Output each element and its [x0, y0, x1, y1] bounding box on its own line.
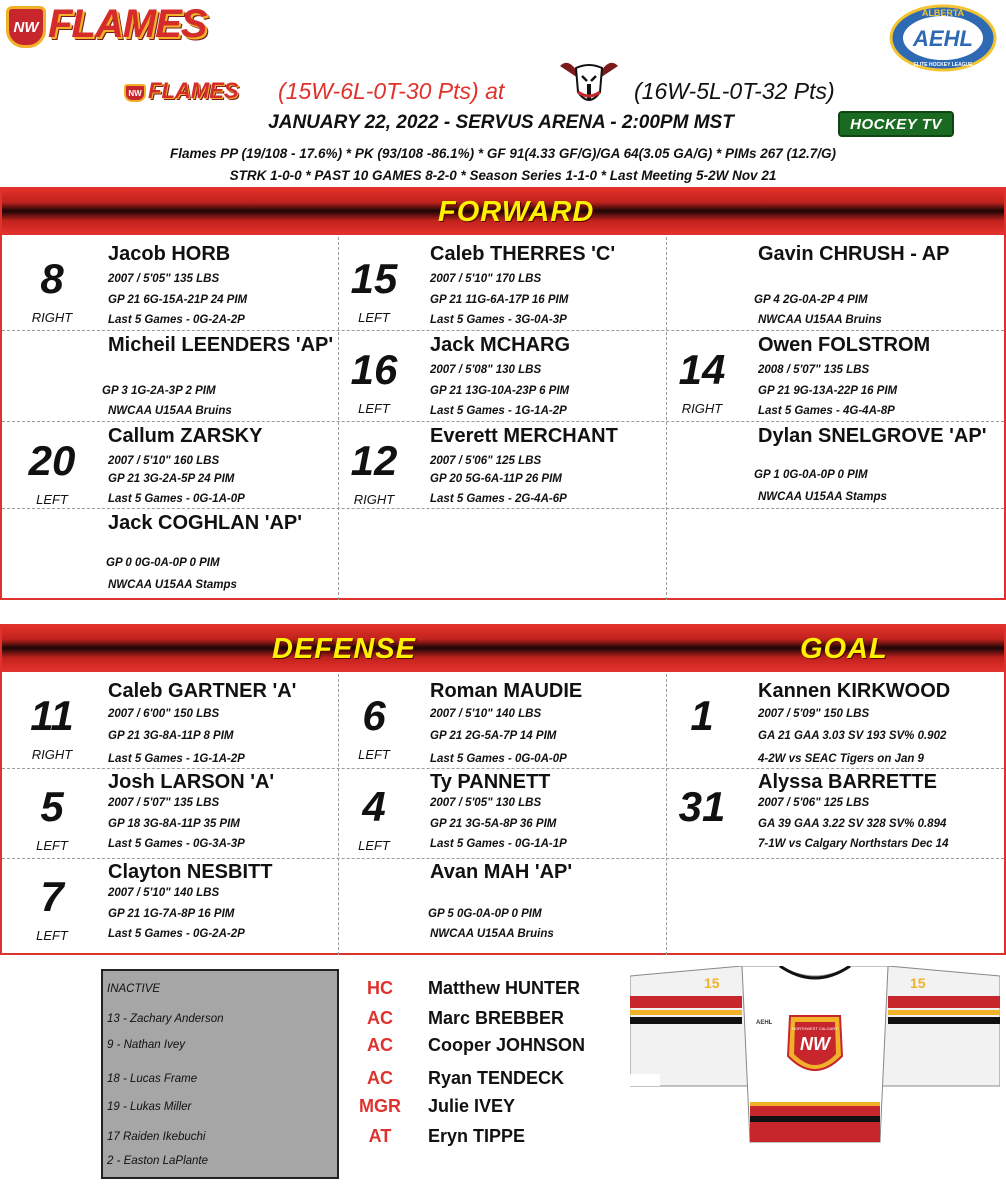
player-recent-stats: Last 5 Games - 0G-2A-2P [108, 314, 245, 326]
player-name: Avan MAH 'AP' [430, 861, 573, 883]
player-season-stats: GP 21 6G-15A-21P 24 PIM [108, 294, 248, 306]
player-recent-stats: Last 5 Games - 2G-4A-6P [430, 493, 567, 505]
jersey-number: 15 [350, 255, 398, 302]
player-recent-stats: Last 5 Games - 4G-4A-8P [758, 405, 895, 417]
inactive-list [101, 969, 339, 1179]
jersey-crest-sub: NORTHWEST CALGARY [792, 1026, 838, 1031]
date-text: JANUARY 22, 2022 - SERVUS ARENA - 2:00PM MST [268, 112, 734, 133]
player-bio: 2007 / 5'05" 135 LBS [108, 273, 220, 285]
player-season-stats: GP 21 11G-6A-17P 16 PIM [430, 294, 569, 306]
player-bio: 2007 / 5'10" 140 LBS [430, 708, 542, 720]
player-position: LEFT [36, 928, 68, 943]
player-card [652, 241, 982, 329]
player-name: Dylan SNELGROVE 'AP' [758, 425, 987, 447]
player-season-stats: GP 20 5G-6A-11P 26 PIM [430, 473, 562, 485]
goalie-card [652, 769, 982, 857]
forward-banner [2, 189, 1004, 235]
player-position: LEFT [358, 747, 390, 762]
jersey-number: 11 [30, 692, 74, 739]
player-position: LEFT [36, 838, 68, 853]
jersey-sleeve-number: 15 [704, 975, 720, 991]
player-name: Everett MERCHANT [430, 425, 618, 447]
league-logo [888, 2, 998, 72]
player-season-stats: GP 3 1G-2A-3P 2 PIM [102, 385, 216, 397]
player-recent-stats: Last 5 Games - 0G-2A-2P [108, 928, 245, 940]
player-season-stats: GP 21 9G-13A-22P 16 PIM [758, 385, 898, 397]
staff-name: Ryan TENDECK [428, 1068, 565, 1088]
player-bio: 2007 / 5'06" 125 LBS [430, 455, 542, 467]
jersey-crest-text: NW [800, 1034, 830, 1054]
player-name: Jack COGHLAN 'AP' [108, 512, 303, 534]
player-bio: 2007 / 5'08" 130 LBS [430, 364, 542, 376]
player-name: Ty PANNETT [430, 771, 551, 793]
staff-role: HC [367, 978, 393, 998]
divider [2, 421, 1004, 422]
player-name: Caleb GARTNER 'A' [108, 680, 297, 702]
home-mini-logo: FLAMES [148, 78, 239, 103]
player-recent-stats: Last 5 Games - 1G-1A-2P [430, 405, 567, 417]
player-recent-stats: Last 5 Games - 3G-0A-3P [430, 314, 567, 326]
defense-title: DEFENSE [272, 633, 416, 665]
player-season-stats: GP 18 3G-8A-11P 35 PIM [108, 818, 240, 830]
inactive-player: 18 - Lucas Frame [107, 1073, 198, 1085]
player-card [2, 678, 332, 766]
player-team: NWCAA U15AA Bruins [758, 314, 882, 326]
player-card [324, 859, 654, 947]
goalie-stats: GA 39 GAA 3.22 SV 328 SV% 0.894 [758, 818, 947, 830]
player-name: Alyssa BARRETTE [758, 771, 937, 793]
player-name: Jacob HORB [108, 243, 231, 265]
league-logo-top: ALBERTA [921, 8, 965, 18]
player-position: LEFT [358, 310, 390, 325]
staff-name: Matthew HUNTER [428, 978, 580, 998]
player-name: Gavin CHRUSH - AP [758, 243, 950, 265]
goal-title: GOAL [800, 633, 888, 665]
jersey-maker: AEHL [756, 1020, 773, 1026]
player-position: RIGHT [31, 310, 73, 325]
player-bio: 2007 / 5'07" 135 LBS [108, 797, 220, 809]
jersey-icon [630, 966, 1000, 1146]
goalie-last-win: 4-2W vs SEAC Tigers on Jan 9 [758, 753, 924, 765]
staff-role: AC [367, 1008, 393, 1028]
player-bio: 2007 / 5'10" 170 LBS [430, 273, 542, 285]
player-card [652, 332, 982, 420]
player-name: Owen FOLSTROM [758, 334, 931, 356]
player-position: RIGHT [31, 747, 73, 762]
team-logo-badge: NW [6, 6, 46, 48]
player-team: NWCAA U15AA Bruins [108, 405, 232, 417]
jersey-number: 1 [690, 692, 714, 739]
player-name: Clayton NESBITT [108, 861, 273, 883]
divider [2, 330, 1004, 331]
staff-name: Julie IVEY [428, 1096, 516, 1116]
player-card [2, 423, 332, 511]
player-card [2, 769, 332, 857]
jersey-number: 6 [362, 692, 386, 739]
player-recent-stats: Last 5 Games - 0G-1A-0P [108, 493, 245, 505]
player-team: NWCAA U15AA Bruins [430, 928, 554, 940]
player-position: LEFT [358, 838, 390, 853]
goalie-card [652, 678, 982, 766]
staff-name: Marc BREBBER [428, 1008, 565, 1028]
player-team: NWCAA U15AA Stamps [758, 491, 887, 503]
player-card [324, 423, 654, 511]
inactive-player: 13 - Zachary Anderson [107, 1013, 224, 1025]
player-name: Caleb THERRES 'C' [430, 243, 616, 265]
defense-goal-banner [2, 626, 1004, 672]
player-season-stats: GP 21 3G-2A-5P 24 PIM [108, 473, 235, 485]
player-bio: 2007 / 5'05" 130 LBS [430, 797, 542, 809]
forward-title: FORWARD [438, 196, 595, 228]
player-bio: 2007 / 5'10" 160 LBS [108, 455, 220, 467]
player-season-stats: GP 21 3G-5A-8P 36 PIM [430, 818, 557, 830]
jersey-number: 14 [678, 346, 726, 393]
jersey-number: 31 [678, 783, 726, 830]
matchup-line [0, 76, 1006, 112]
player-season-stats: GP 21 1G-7A-8P 16 PIM [108, 908, 235, 920]
jersey-number: 7 [40, 873, 64, 920]
player-card [2, 332, 332, 420]
jersey-number: 12 [350, 437, 398, 484]
player-season-stats: GP 21 3G-8A-11P 8 PIM [108, 730, 234, 742]
defense-goal-section [0, 624, 1006, 955]
goalie-last-win: 7-1W vs Calgary Northstars Dec 14 [758, 838, 949, 850]
player-bio: 2008 / 5'07" 135 LBS [758, 364, 870, 376]
staff-role: AC [367, 1035, 393, 1055]
staff-name: Cooper JOHNSON [428, 1035, 586, 1055]
player-season-stats: GP 5 0G-0A-0P 0 PIM [428, 908, 542, 920]
inactive-player: 9 - Nathan Ivey [107, 1039, 185, 1051]
player-card [324, 241, 654, 329]
jersey-number: 20 [28, 437, 76, 484]
player-season-stats: GP 0 0G-0A-0P 0 PIM [106, 557, 220, 569]
staff-role: MGR [359, 1096, 401, 1116]
opponent-logo-icon [556, 48, 622, 110]
player-recent-stats: Last 5 Games - 0G-1A-1P [430, 838, 567, 850]
streak-stats: STRK 1-0-0 * PAST 10 GAMES 8-2-0 * Season Series 1-1-0 * Last Meeting 5-2W Nov 21 [229, 168, 777, 183]
player-card [324, 769, 654, 857]
inactive-player: 19 - Lukas Miller [107, 1101, 192, 1113]
player-name: Jack MCHARG [430, 334, 571, 356]
player-position: RIGHT [681, 401, 723, 416]
inactive-player: 2 - Easton LaPlante [107, 1155, 209, 1167]
away-record: (16W-5L-0T-32 Pts) [634, 78, 835, 104]
player-recent-stats: Last 5 Games - 0G-3A-3P [108, 838, 245, 850]
home-record: (15W-6L-0T-30 Pts) at [278, 78, 505, 104]
special-teams-stats: Flames PP (19/108 - 17.6%) * PK (93/108 -86.1%) * GF 91(4.33 GF/G)/GA 64(3.05 GA/G) * PIMs 267 (12.7/G) [169, 146, 837, 161]
player-name: Roman MAUDIE [430, 680, 583, 702]
player-season-stats: GP 21 13G-10A-23P 6 PIM [430, 385, 570, 397]
player-bio: 2007 / 5'06" 125 LBS [758, 797, 870, 809]
league-logo-main: AEHL [913, 26, 973, 51]
player-card [324, 332, 654, 420]
staff-role: AT [368, 1126, 392, 1146]
goalie-stats: GA 21 GAA 3.03 SV 193 SV% 0.902 [758, 730, 947, 742]
staff-name: Eryn TIPPE [428, 1126, 526, 1146]
player-name: Callum ZARSKY [108, 425, 263, 447]
home-mini-badge: NW [124, 84, 146, 102]
player-team: NWCAA U15AA Stamps [108, 579, 237, 591]
player-position: LEFT [358, 401, 390, 416]
team-logo-wordmark: FLAMES [48, 2, 207, 46]
player-recent-stats: Last 5 Games - 0G-0A-0P [430, 753, 567, 765]
player-card [652, 423, 987, 511]
jersey-number: 4 [362, 783, 386, 830]
player-season-stats: GP 21 2G-5A-7P 14 PIM [430, 730, 557, 742]
jersey-number: 8 [40, 255, 64, 302]
league-logo-sub: ELITE HOCKEY LEAGUE [913, 62, 973, 68]
player-season-stats: GP 4 2G-0A-2P 4 PIM [754, 294, 868, 306]
jersey-sleeve-number: 15 [910, 975, 926, 991]
hockeytv-logo: HOCKEY TV [838, 111, 954, 137]
jersey-number: 5 [40, 783, 64, 830]
player-card [2, 241, 332, 329]
jersey-number: 16 [350, 346, 398, 393]
player-name: Kannen KIRKWOOD [758, 680, 951, 702]
player-position: LEFT [36, 492, 68, 507]
player-card [2, 859, 332, 947]
player-card [2, 510, 332, 598]
inactive-title: INACTIVE [107, 983, 161, 995]
player-bio: 2007 / 5'10" 140 LBS [108, 887, 220, 899]
staff-role: AC [367, 1068, 393, 1088]
player-name: Josh LARSON 'A' [108, 771, 275, 793]
player-recent-stats: Last 5 Games - 1G-1A-2P [108, 753, 245, 765]
player-card [324, 678, 654, 766]
forward-section [0, 187, 1006, 600]
player-position: RIGHT [353, 492, 395, 507]
inactive-player: 17 Raiden Ikebuchi [107, 1131, 206, 1143]
player-bio: 2007 / 6'00" 150 LBS [108, 708, 220, 720]
player-name: Micheil LEENDERS 'AP' [108, 334, 334, 356]
player-season-stats: GP 1 0G-0A-0P 0 PIM [754, 469, 868, 481]
player-bio: 2007 / 5'09" 150 LBS [758, 708, 870, 720]
